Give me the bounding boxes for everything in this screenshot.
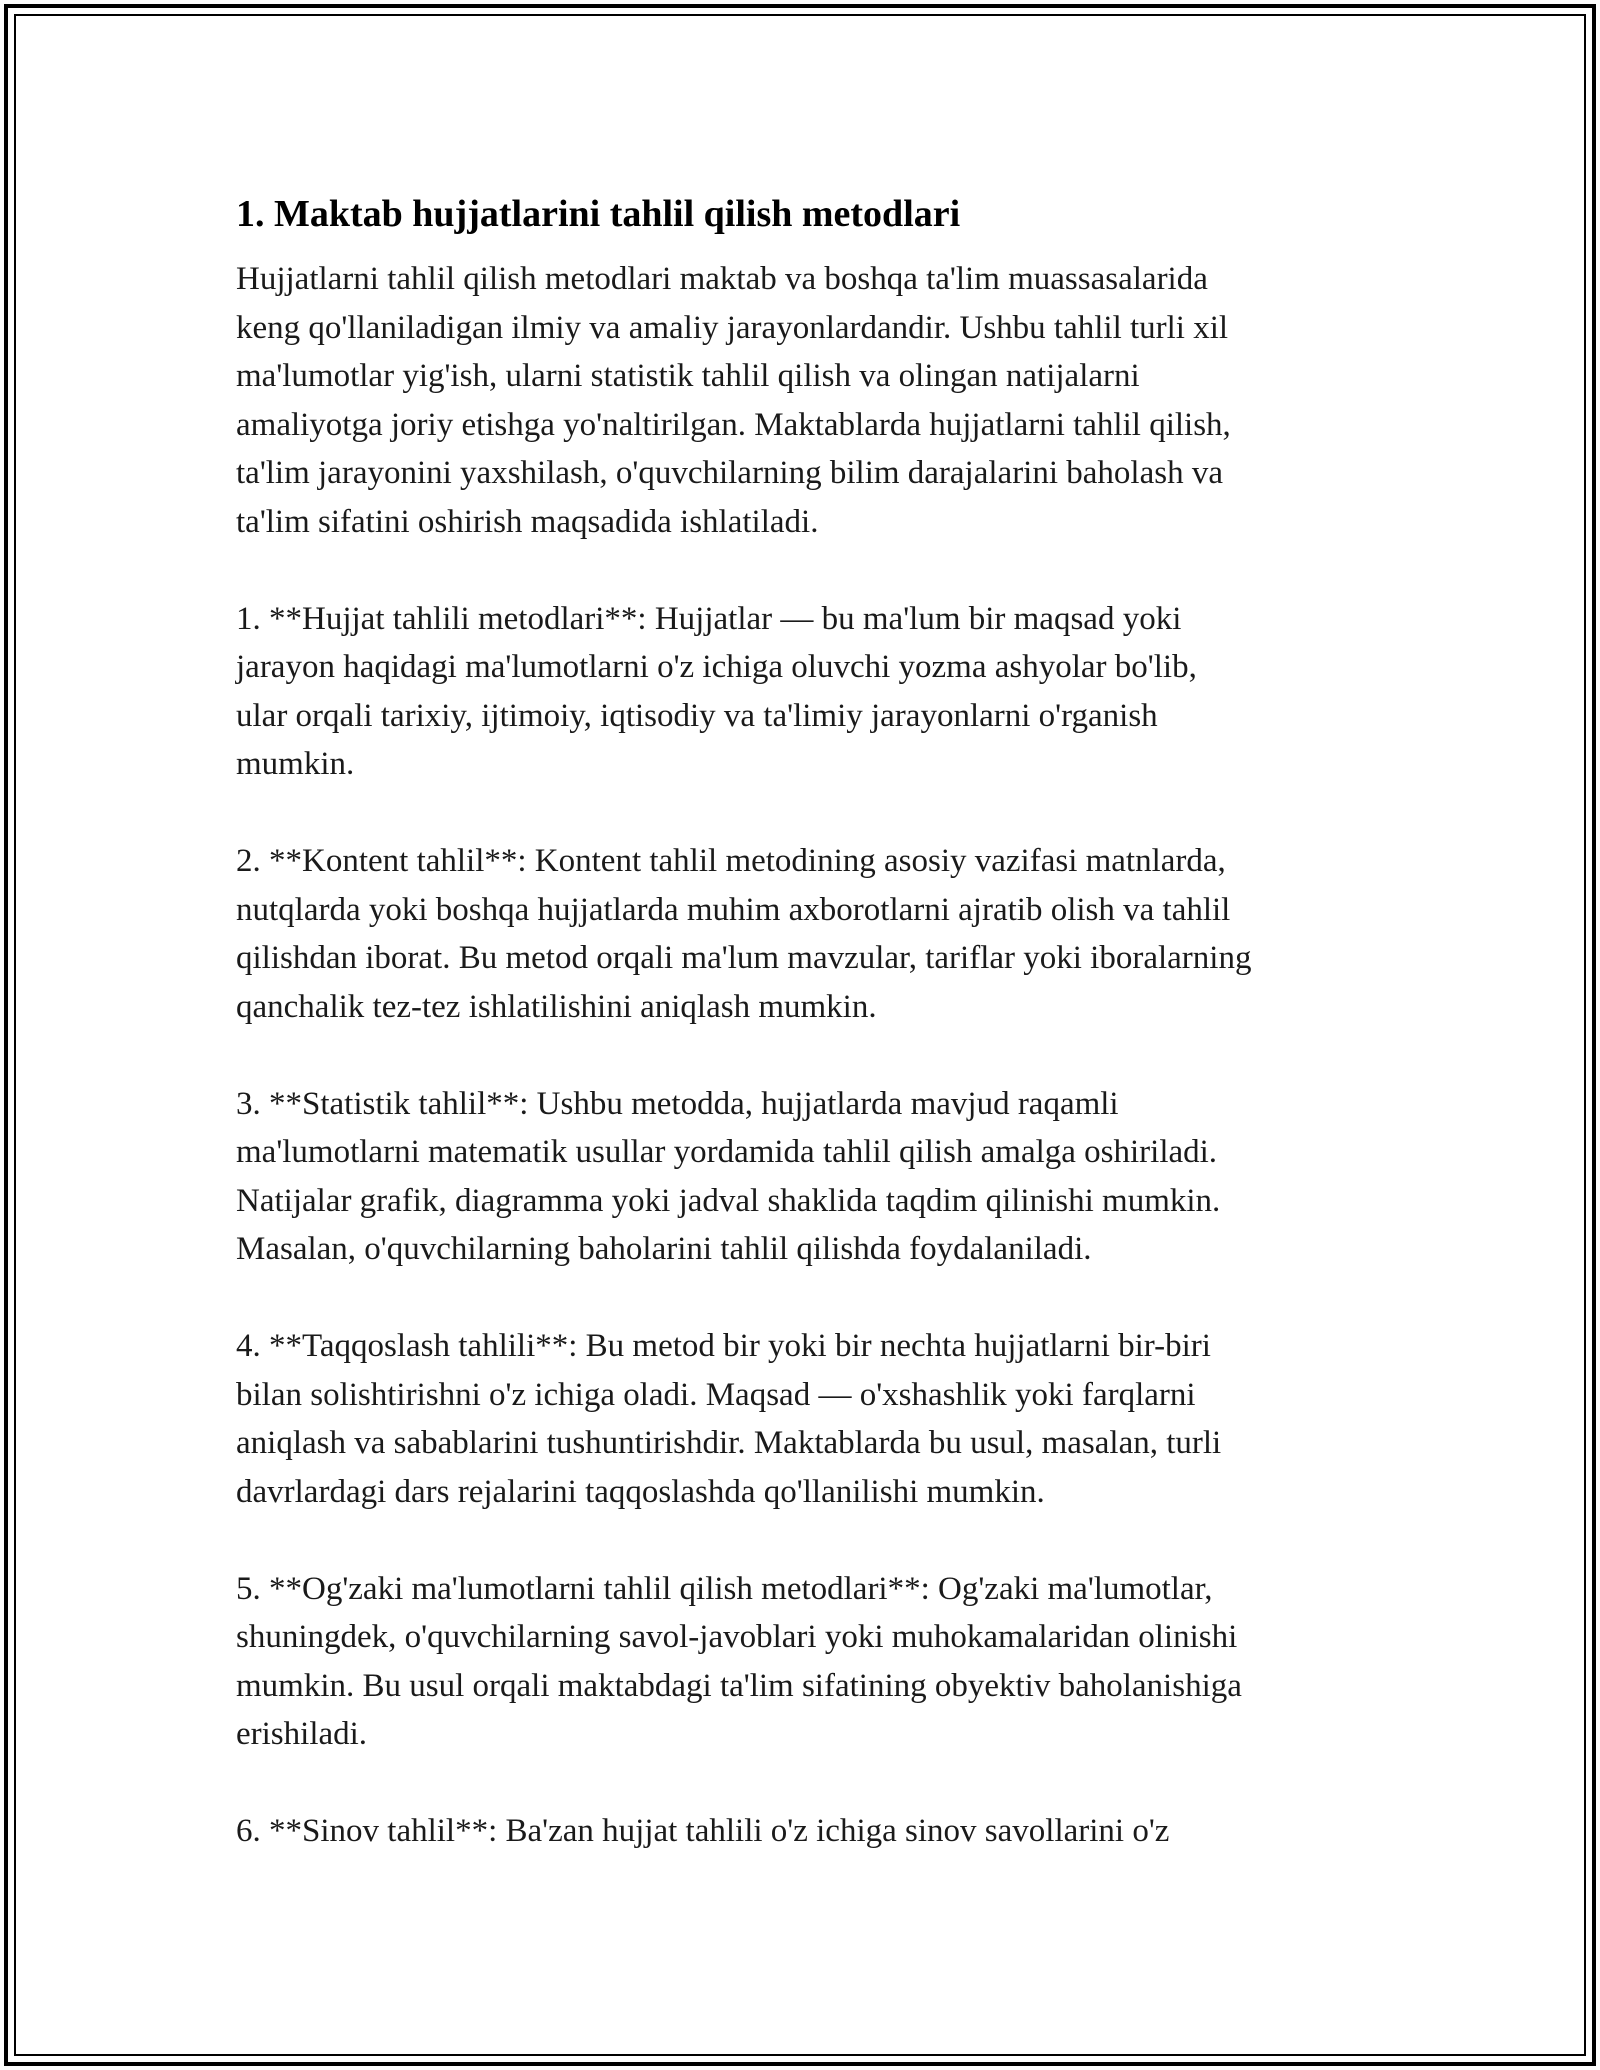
list-item-1: 1. **Hujjat tahlili metodlari**: Hujjatlar — bu ma'lum bir maqsad yoki jarayon haqidagi ma'lumotlarni o'z ichiga oluvchi yozma ashyolar bo'lib, ular orqali tarixiy, ijtimoiy, iqtisodiy va ta'limiy jarayonlarni o'rganish mumkin. [236,600,1197,782]
page-title: 1. Maktab hujjatlarini tahlil qilish metodlari [236,193,961,235]
list-item-5: 5. **Og'zaki ma'lumotlarni tahlil qilish metodlari**: Og'zaki ma'lumotlar, shuningdek, o'quvchilarning savol-javoblari yoki muhokamalaridan olinishi mumkin. Bu usul orqali maktabdagi ta'lim sifatining obyektiv baholanishiga erishiladi. [236,1570,1242,1752]
list-item-4: 4. **Taqqoslash tahlili**: Bu metod bir yoki bir nechta hujjatlarni bir-biri bilan solishtirishni o'z ichiga oladi. Maqsad — o'xshashlik yoki farqlarni aniqlash va sabablarini tushuntirishdir. Maktablarda bu usul, masalan, turli davrlardagi dars rejalarini taqqoslashda qo'llanilishi mumkin. [236,1328,1222,1510]
document-body [236,188,1376,1856]
list-item-6: 6. **Sinov tahlil**: Ba'zan hujjat tahlili o'z ichiga sinov savollarini o'z [236,1813,1170,1849]
list-item-2: 2. **Kontent tahlil**: Kontent tahlil metodining asosiy vazifasi matnlarda, nutqlarda yoki boshqa hujjatlarda muhim axborotlarni ajratib olish va tahlil qilishdan iborat. Bu metod orqali ma'lum mavzular, tariflar yoki iboralarning qanchalik tez-tez ishlatilishini aniqlash mumkin. [236,843,1252,1025]
list-item-3: 3. **Statistik tahlil**: Ushbu metodda, hujjatlarda mavjud raqamli ma'lumotlarni matematik usullar yordamida tahlil qilish amalga oshiriladi. Natijalar grafik, diagramma yoki jadval shaklida taqdim qilinishi mumkin. Masalan, o'quvchilarning baholarini tahlil qilishda foydalaniladi. [236,1085,1221,1267]
intro-paragraph: Hujjatlarni tahlil qilish metodlari maktab va boshqa ta'lim muassasalarida keng qo'llaniladigan ilmiy va amaliy jarayonlardandir. Ushbu tahlil turli xil ma'lumotlar yig'ish, ularni statistik tahlil qilish va olingan natijalarni amaliyotga joriy etishga yo'naltirilgan. Maktablarda hujjatlarni tahlil qilish, ta'lim jarayonini yaxshilash, o'quvchilarning bilim darajalarini baholash va ta'lim sifatini oshirish maqsadida ishlatiladi. [236,261,1231,540]
